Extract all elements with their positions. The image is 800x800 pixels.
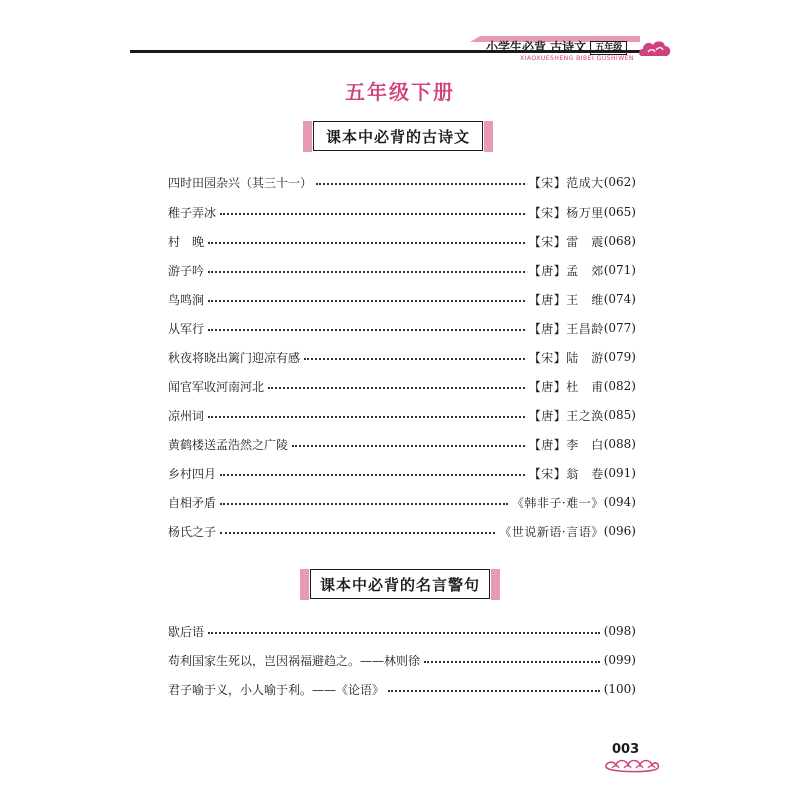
dot-leader	[208, 329, 525, 331]
entry-title: 杨氏之子	[168, 524, 217, 539]
section-title-poems: 课本中必背的古诗文	[313, 121, 483, 151]
entry-page: (082)	[603, 379, 636, 393]
entry-author: 【唐】李 白	[528, 437, 604, 452]
section-title-quotes: 课本中必背的名言警句	[310, 569, 490, 599]
entry-page: (085)	[603, 408, 636, 422]
toc-entry[interactable]	[168, 376, 636, 396]
toc-entry[interactable]	[168, 650, 636, 670]
dot-leader	[292, 445, 525, 447]
dot-leader	[220, 532, 495, 534]
dot-leader	[208, 242, 525, 244]
page-title: 五年级下册	[345, 80, 455, 104]
toc-entry[interactable]	[168, 434, 636, 454]
entry-title: 四时田园杂兴（其三十一）	[168, 175, 313, 190]
toc-entry[interactable]	[168, 260, 636, 280]
entry-page: (065)	[603, 205, 636, 219]
entry-author: 【唐】王之涣	[528, 408, 604, 423]
toc-entry[interactable]	[168, 463, 636, 483]
dot-leader	[220, 474, 525, 476]
entry-page: (098)	[603, 624, 636, 638]
entry-author: 【唐】杜 甫	[528, 379, 604, 394]
entry-title: 闻官军收河南河北	[168, 379, 265, 394]
dot-leader	[304, 358, 525, 360]
entry-author: 【唐】孟 郊	[528, 263, 604, 278]
grade-badge: 五年级	[590, 41, 627, 55]
dot-leader	[208, 300, 525, 302]
entry-author: 【宋】杨万里	[528, 205, 604, 220]
dot-leader	[208, 632, 600, 634]
toc-entry[interactable]	[168, 621, 636, 641]
entry-title: 游子吟	[168, 263, 205, 278]
dot-leader	[316, 183, 525, 185]
entry-page: (099)	[603, 653, 636, 667]
entry-title: 君子喻于义，小人喻于利。——《论语》	[168, 682, 385, 697]
page-number: 003	[612, 742, 640, 757]
dot-leader	[268, 387, 525, 389]
cloud-ornament-icon	[604, 755, 660, 775]
toc-entry[interactable]	[168, 405, 636, 425]
entry-page: (079)	[603, 350, 636, 364]
entry-title: 秋夜将晓出篱门迎凉有感	[168, 350, 301, 365]
entry-title: 村 晚	[168, 234, 205, 249]
entry-author: 【宋】陆 游	[528, 350, 604, 365]
dot-leader	[388, 690, 600, 692]
book-title-pinyin: XIAOXUESHENG BIBEI GUSHIWEN	[520, 55, 634, 62]
entry-page: (088)	[603, 437, 636, 451]
toc-entry[interactable]	[168, 289, 636, 309]
toc-entry[interactable]	[168, 318, 636, 338]
entry-author: 【宋】翁 卷	[528, 466, 604, 481]
toc-entry[interactable]	[168, 172, 636, 192]
entry-title: 从军行	[168, 321, 205, 336]
entry-title: 黄鹤楼送孟浩然之广陵	[168, 437, 289, 452]
entry-page: (071)	[603, 263, 636, 277]
entry-title: 凉州词	[168, 408, 205, 423]
dot-leader	[208, 271, 525, 273]
entry-page: (094)	[603, 495, 636, 509]
entry-title: 稚子弄冰	[168, 205, 217, 220]
toc-entry[interactable]	[168, 347, 636, 367]
entry-title: 苟利国家生死以，岂因祸福避趋之。——林则徐	[168, 653, 421, 668]
entry-author: 【宋】范成大	[528, 175, 604, 190]
entry-author: 【唐】王昌龄	[528, 321, 604, 336]
entry-title: 鸟鸣涧	[168, 292, 205, 307]
dot-leader	[220, 213, 525, 215]
cloud-icon	[638, 38, 672, 60]
entry-title: 乡村四月	[168, 466, 217, 481]
dot-leader	[208, 416, 525, 418]
entry-page: (100)	[603, 682, 636, 696]
toc-entry[interactable]	[168, 231, 636, 251]
entry-author: 【宋】雷 震	[528, 234, 604, 249]
entry-title: 歇后语	[168, 624, 205, 639]
toc-entry[interactable]	[168, 492, 636, 512]
toc-entry[interactable]	[168, 521, 636, 541]
entry-author: 《韩非子·难一》	[511, 495, 604, 510]
dot-leader	[424, 661, 600, 663]
dot-leader	[220, 503, 508, 505]
entry-page: (091)	[603, 466, 636, 480]
entry-page: (062)	[603, 175, 636, 189]
book-title-text: 小学生必背 古诗文	[486, 40, 587, 54]
book-title	[486, 38, 627, 55]
toc-entry[interactable]	[168, 679, 636, 699]
entry-author: 【唐】王 维	[528, 292, 604, 307]
entry-page: (096)	[603, 524, 636, 538]
entry-page: (068)	[603, 234, 636, 248]
toc-entry[interactable]	[168, 202, 636, 222]
entry-author: 《世说新语·言语》	[499, 524, 604, 539]
entry-title: 自相矛盾	[168, 495, 217, 510]
entry-page: (077)	[603, 321, 636, 335]
entry-page: (074)	[603, 292, 636, 306]
